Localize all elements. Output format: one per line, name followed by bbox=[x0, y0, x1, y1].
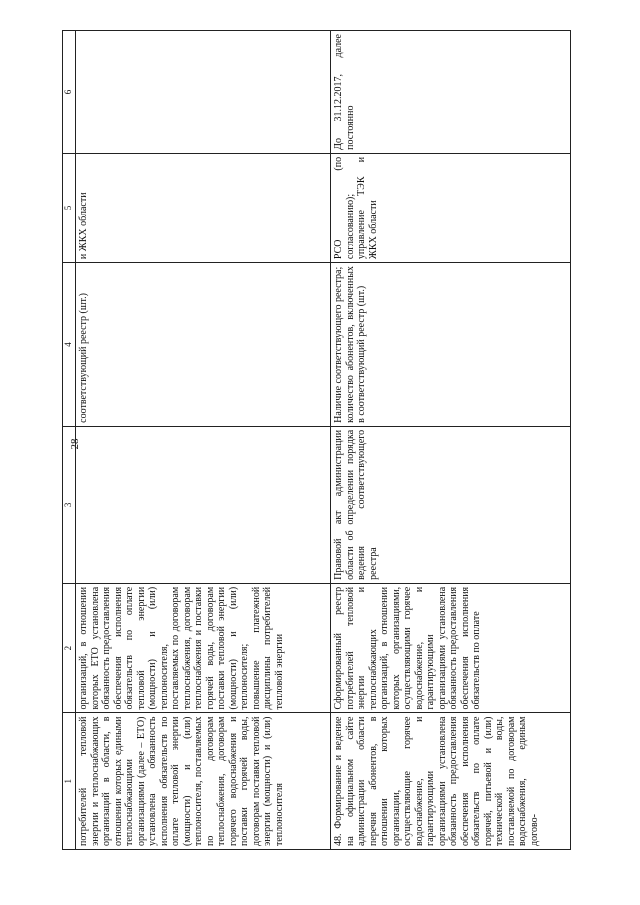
column-header: 1 bbox=[63, 713, 76, 850]
header-row bbox=[63, 31, 76, 850]
table-cell: потребителей тепловой энергии и теплоснабжающих организаций в области, в отношении которых едиными теплоснабжающими организациями (далее – ЕТО) установлена обязанность исполнения обязательств по оплате тепловой энергии (мощности) и (или) теплоносителя, поставляемых по договорам теплоснабжения, договорам горячего водоснабжения и поставки горячей воды, договорам поставки тепловой энергии (мощности) и (или) теплоносителя bbox=[76, 713, 331, 850]
table-row bbox=[76, 31, 331, 850]
table-cell: организаций, в отношении которых ЕТО установлена обязанность предоставления обеспечения исполнения обязательств по оплате тепловой энергии (мощности) и (или) теплоносителя, поставляемых по договорам теплоснабжения, договорам теплоснабжения и поставки горячей воды, договорам поставки тепловой энергии (мощности) и (или) теплоносителя; повышение платежной дисциплины потребителей тепловой энергии bbox=[76, 583, 331, 713]
column-header: 2 bbox=[63, 583, 76, 713]
table-row bbox=[331, 31, 571, 850]
column-header: 6 bbox=[63, 31, 76, 154]
table-cell: соответствующий реестр (шт.) bbox=[76, 263, 331, 427]
table-cell: Наличие соответствующего реестра; количество абонентов, включенных в соответствующий реестр (шт.) bbox=[331, 263, 571, 427]
plan-table bbox=[62, 30, 571, 850]
document-sheet bbox=[62, 30, 622, 850]
column-header: 3 bbox=[63, 426, 76, 583]
table-cell: РСО (по согласованию); управление ТЭК и ЖКХ области bbox=[331, 153, 571, 262]
table-cell bbox=[76, 31, 331, 154]
page-number: 28 bbox=[69, 438, 81, 450]
column-header: 5 bbox=[63, 153, 76, 262]
table-cell bbox=[76, 426, 331, 583]
table-cell: Сформированный реестр потребителей тепловой энергии и теплоснабжающих организаций, в отношении которых организациями, осуществляющими горячее водоснабжение, и гарантирующими организациями установлена обязанность предоставления обеспечения исполнения обязательств по оплате bbox=[331, 583, 571, 713]
table-cell: Правовой акт администрации области об определении порядка ведения соответствующего реестра bbox=[331, 426, 571, 583]
table-cell: 48. Формирование и ведение на официальном сайте администрации области перечня абонентов, в отношении которых организации, осуществляющие горячее водоснабжение, и гарантирующими организациями установлена обязанность предоставления обеспечения исполнения обязательств по оплате горячей, питьевой и (или) технической воды, поставляемой по договорам водоснабжения, единым догово- bbox=[331, 713, 571, 850]
column-header: 4 bbox=[63, 263, 76, 427]
table-cell: и ЖКХ области bbox=[76, 153, 331, 262]
table-cell: До 31.12.2017, далее постоянно bbox=[331, 31, 571, 154]
